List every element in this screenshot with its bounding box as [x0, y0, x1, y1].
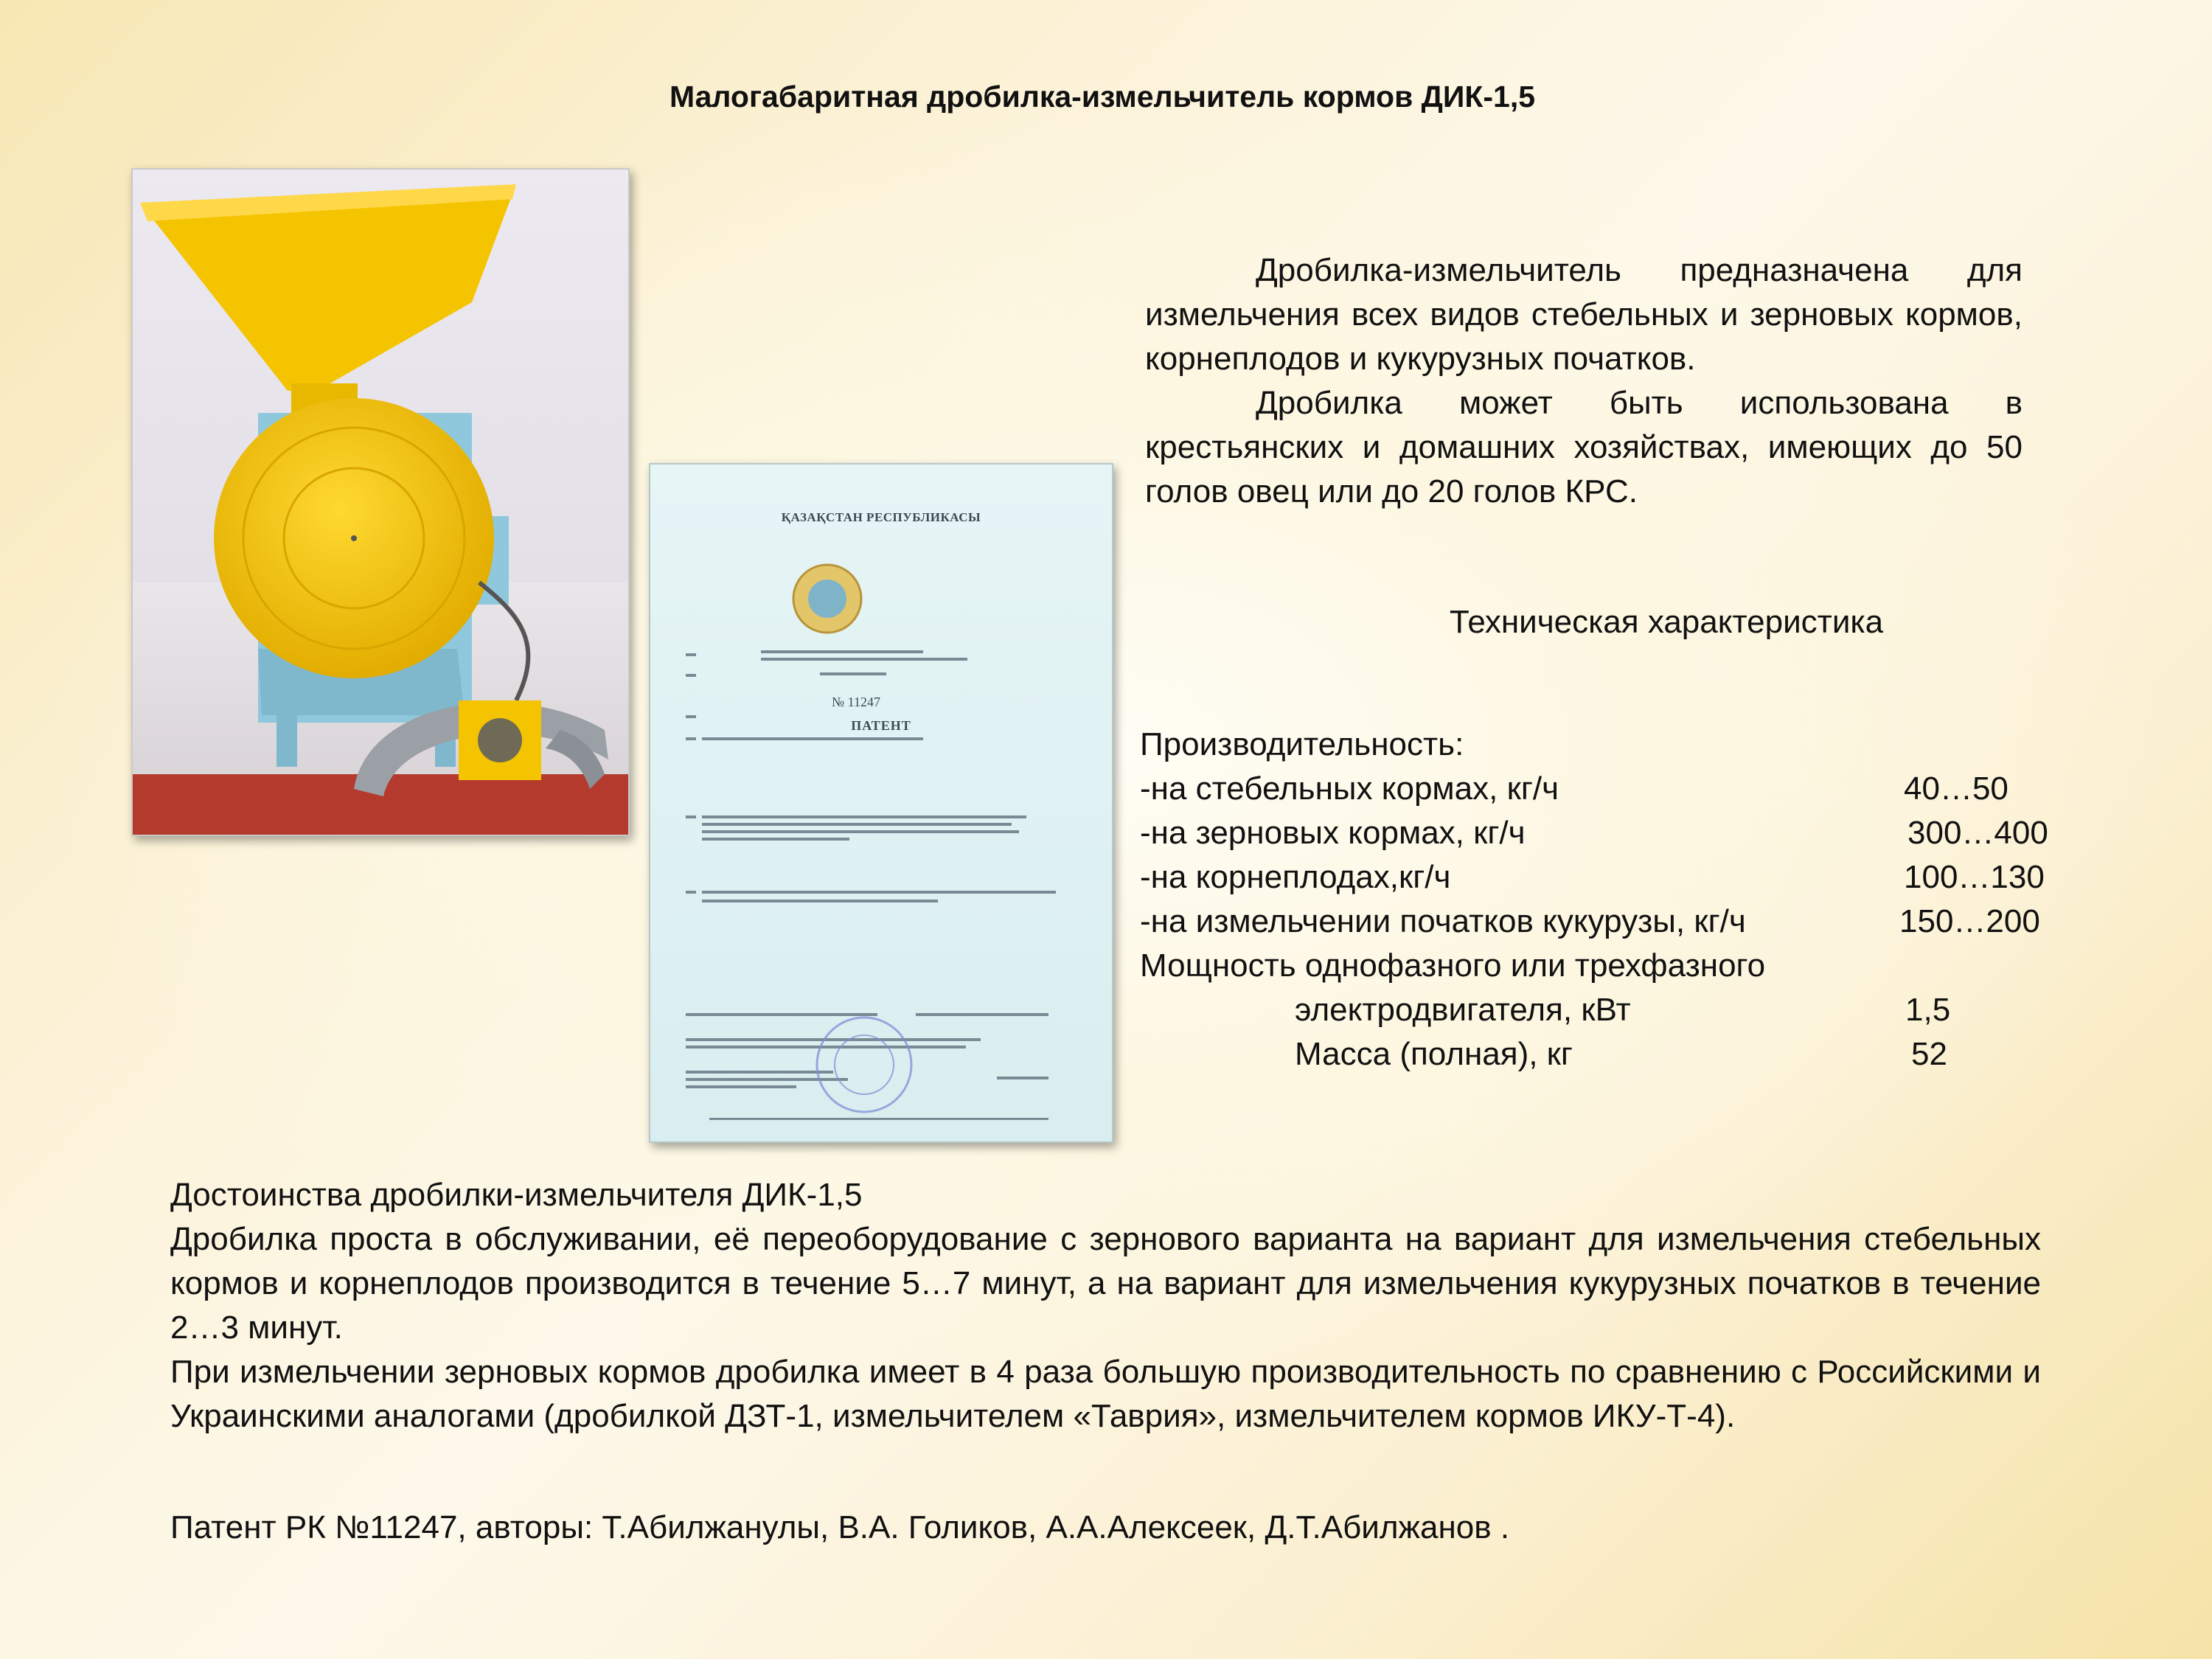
- power-label-line-2: электродвигателя, кВт: [1295, 992, 1631, 1028]
- mass-value: 52: [1911, 1036, 1947, 1072]
- spec-row-value: 40…50: [1904, 771, 2008, 807]
- spec-row-label: -на стебельных кормах, кг/ч: [1140, 771, 1559, 807]
- spec-row-value: 150…200: [1899, 903, 2040, 939]
- tech-spec-heading: Техническая характеристика: [1449, 604, 1884, 640]
- merits-section: [170, 1173, 2041, 1439]
- merits-heading: Достоинства дробилки-измельчителя ДИК-1,5: [170, 1177, 863, 1213]
- spec-row-value: 100…130: [1904, 859, 2045, 895]
- merits-paragraph-2: При измельчении зерновых кормов дробилка имеет в 4 раза большую производительность по сравнению с Российскими и Украинскими аналогами (дробилкой ДЗТ-1, измельчителем «Таврия», измельчителем кормов ИКУ-Т-4).: [170, 1354, 2041, 1434]
- patent-page-graphics: [650, 465, 1112, 1141]
- description-paragraph-2: Дробилка может быть использована в крестьянских и домашних хозяйствах, имеющих до 50 голов овец или до 20 голов КРС.: [1145, 385, 2023, 509]
- spec-row-label: -на измельчении початков кукурузы, кг/ч: [1140, 903, 1746, 939]
- description: [1145, 248, 2023, 514]
- spec-row-label: -на зерновых кормах, кг/ч: [1140, 815, 1526, 851]
- page-title: Малогабаритная дробилка-измельчитель кормов ДИК-1,5: [669, 80, 1536, 114]
- spec-row-label: -на корнеплодах,кг/ч: [1140, 859, 1451, 895]
- patent-heading: ПАТЕНТ: [851, 718, 911, 733]
- product-photo: [131, 168, 630, 836]
- patent-number: № 11247: [832, 695, 881, 709]
- mass-label: Масса (полная), кг: [1295, 1036, 1573, 1072]
- merits-paragraph-1: Дробилка проста в обслуживании, её переоборудование с зернового варианта на вариант для измельчения стебельных кормов и корнеплодов производится в течение 5…7 минут, а на вариант для измельчения кукурузных початков в течение 2…3 минут.: [170, 1221, 2041, 1346]
- patent-document: [649, 463, 1113, 1143]
- productivity-label: Производительность:: [1140, 726, 1464, 762]
- spec-row-value: 300…400: [1907, 815, 2048, 851]
- crusher-machine-illustration: [133, 170, 628, 835]
- power-label-line-1: Мощность однофазного или трехфазного: [1140, 947, 1766, 984]
- patent-country-title: ҚАЗАҚСТАН РЕСПУБЛИКАСЫ: [781, 510, 981, 524]
- patent-authors: Патент РК №11247, авторы: Т.Абилжанулы, В.А. Голиков, А.А.Алексеек, Д.Т.Абилжанов .: [170, 1509, 1510, 1545]
- description-paragraph-1: Дробилка-измельчитель предназначена для измельчения всех видов стебельных и зерновых кормов, корнеплодов и кукурузных початков.: [1145, 252, 2023, 377]
- power-value: 1,5: [1905, 992, 1951, 1028]
